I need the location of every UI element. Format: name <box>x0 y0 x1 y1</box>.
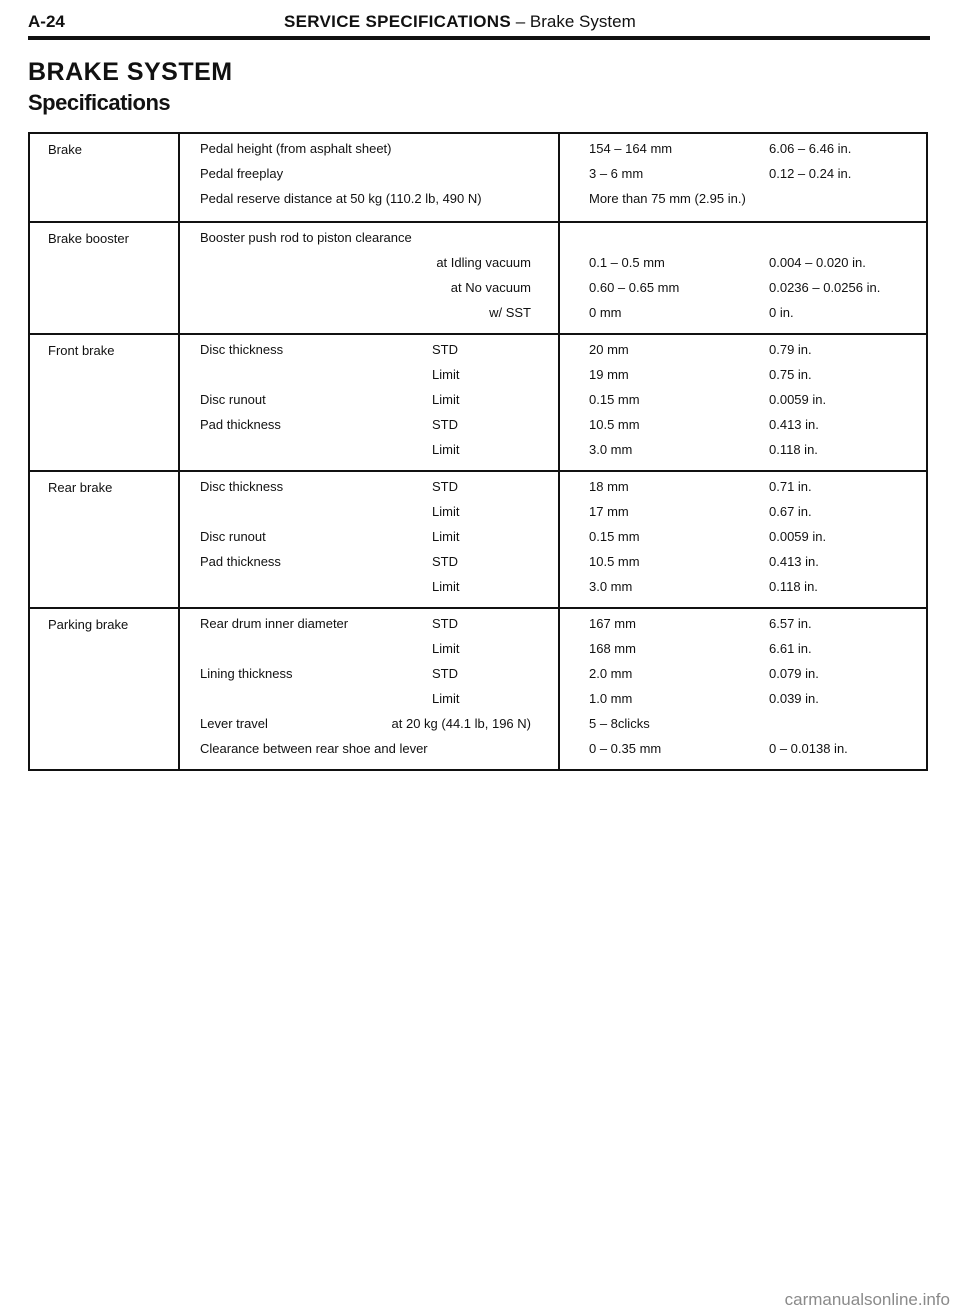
spec-row <box>30 230 926 255</box>
spec-metric-value: More than 75 mm (2.95 in.) <box>589 191 746 206</box>
spec-metric-value: 10.5 mm <box>589 554 640 569</box>
spec-metric-value: 1.0 mm <box>589 691 633 706</box>
spec-metric-value: 5 – 8clicks <box>589 716 650 731</box>
spec-imperial-value: 0.0059 in. <box>769 392 827 407</box>
spec-item: Pedal reserve distance at 50 kg (110.2 lb, 490 N) <box>200 191 482 206</box>
spec-metric-value: 167 mm <box>589 616 636 631</box>
spec-row <box>30 554 926 579</box>
spec-row <box>30 691 926 716</box>
spec-row <box>30 741 926 766</box>
spec-imperial-value: 0.79 in. <box>769 342 812 357</box>
spec-metric-value: 20 mm <box>589 342 629 357</box>
spec-metric-value: 3.0 mm <box>589 442 633 457</box>
spec-imperial-value: 0.0236 – 0.0256 in. <box>769 280 881 295</box>
spec-imperial-value: 0.0059 in. <box>769 529 827 544</box>
spec-section <box>30 470 926 607</box>
header-rule <box>28 36 930 40</box>
spec-table <box>28 132 928 771</box>
spec-metric-value: 154 – 164 mm <box>589 141 673 156</box>
spec-imperial-value: 0.413 in. <box>769 417 819 432</box>
section-subheading: Specifications <box>28 90 171 115</box>
spec-metric-value: 3.0 mm <box>589 579 633 594</box>
spec-metric-value: 19 mm <box>589 367 629 382</box>
spec-item: Disc runout <box>200 392 266 407</box>
running-title-rest: – Brake System <box>511 12 636 31</box>
spec-imperial-value: 0 in. <box>769 305 794 320</box>
spec-condition: w/ SST <box>489 305 531 320</box>
spec-condition: STD <box>432 417 458 432</box>
spec-item: Booster push rod to piston clearance <box>200 230 412 245</box>
spec-row <box>30 504 926 529</box>
spec-condition: Limit <box>432 504 460 519</box>
spec-condition: at No vacuum <box>450 280 531 295</box>
spec-metric-value: 0.15 mm <box>589 529 640 544</box>
spec-metric-value: 0 mm <box>589 305 622 320</box>
spec-imperial-value: 0.039 in. <box>769 691 819 706</box>
spec-item: Disc thickness <box>200 479 284 494</box>
category-label: Rear brake <box>48 480 113 495</box>
spec-item: Pad thickness <box>200 554 281 569</box>
spec-metric-value: 10.5 mm <box>589 417 640 432</box>
spec-row <box>30 280 926 305</box>
spec-condition: Limit <box>432 691 460 706</box>
spec-section <box>30 607 926 769</box>
spec-row <box>30 392 926 417</box>
spec-imperial-value: 6.06 – 6.46 in. <box>769 141 852 156</box>
spec-metric-value: 3 – 6 mm <box>589 166 644 181</box>
spec-condition: at 20 kg (44.1 lb, 196 N) <box>391 716 531 731</box>
spec-imperial-value: 6.61 in. <box>769 641 812 656</box>
spec-row <box>30 442 926 467</box>
spec-row <box>30 342 926 367</box>
spec-section <box>30 333 926 470</box>
spec-condition: STD <box>432 616 458 631</box>
spec-metric-value: 17 mm <box>589 504 629 519</box>
spec-item: Lining thickness <box>200 666 293 681</box>
spec-metric-value: 0.1 – 0.5 mm <box>589 255 665 270</box>
spec-condition: at Idling vacuum <box>436 255 531 270</box>
spec-condition: Limit <box>432 641 460 656</box>
spec-row <box>30 367 926 392</box>
spec-item: Clearance between rear shoe and lever <box>200 741 428 756</box>
spec-imperial-value: 0.118 in. <box>769 442 818 457</box>
spec-imperial-value: 0.004 – 0.020 in. <box>769 255 866 270</box>
spec-condition: STD <box>432 479 458 494</box>
spec-condition: STD <box>432 666 458 681</box>
spec-condition: STD <box>432 342 458 357</box>
page-header <box>0 0 960 40</box>
spec-imperial-value: 0.079 in. <box>769 666 819 681</box>
spec-condition: Limit <box>432 579 460 594</box>
spec-row <box>30 255 926 280</box>
spec-row <box>30 191 926 216</box>
spec-row <box>30 529 926 554</box>
spec-row <box>30 666 926 691</box>
spec-imperial-value: 0.12 – 0.24 in. <box>769 166 852 181</box>
spec-item: Disc runout <box>200 529 266 544</box>
spec-section <box>30 221 926 333</box>
page-number: A-24 <box>28 12 65 31</box>
running-title <box>284 12 636 32</box>
spec-row <box>30 479 926 504</box>
spec-row <box>30 141 926 166</box>
spec-metric-value: 0.60 – 0.65 mm <box>589 280 680 295</box>
spec-item: Pad thickness <box>200 417 281 432</box>
spec-item: Rear drum inner diameter <box>200 616 349 631</box>
spec-imperial-value: 0.67 in. <box>769 504 812 519</box>
spec-row <box>30 716 926 741</box>
spec-item: Disc thickness <box>200 342 284 357</box>
spec-condition: Limit <box>432 442 460 457</box>
spec-row <box>30 305 926 330</box>
section-heading: BRAKE SYSTEM <box>28 58 233 86</box>
spec-row <box>30 579 926 604</box>
spec-item: Lever travel <box>200 716 268 731</box>
spec-metric-value: 2.0 mm <box>589 666 633 681</box>
spec-metric-value: 18 mm <box>589 479 629 494</box>
spec-row <box>30 616 926 641</box>
spec-imperial-value: 0.71 in. <box>769 479 812 494</box>
spec-item: Pedal height (from asphalt sheet) <box>200 141 392 156</box>
spec-imperial-value: 0.413 in. <box>769 554 819 569</box>
spec-section <box>30 134 926 221</box>
running-title-bold: SERVICE SPECIFICATIONS <box>284 12 512 31</box>
spec-imperial-value: 0.75 in. <box>769 367 812 382</box>
spec-condition: Limit <box>432 367 460 382</box>
spec-imperial-value: 0.118 in. <box>769 579 818 594</box>
spec-condition: STD <box>432 554 458 569</box>
spec-metric-value: 0 – 0.35 mm <box>589 741 662 756</box>
spec-metric-value: 0.15 mm <box>589 392 640 407</box>
category-label: Brake <box>48 142 82 157</box>
category-label: Parking brake <box>48 617 129 632</box>
spec-imperial-value: 6.57 in. <box>769 616 812 631</box>
spec-metric-value: 168 mm <box>589 641 636 656</box>
spec-imperial-value: 0 – 0.0138 in. <box>769 741 848 756</box>
watermark-footer: carmanualsonline.info <box>784 1290 950 1309</box>
category-label: Brake booster <box>48 231 129 246</box>
spec-row <box>30 641 926 666</box>
spec-condition: Limit <box>432 392 460 407</box>
spec-condition: Limit <box>432 529 460 544</box>
spec-row <box>30 166 926 191</box>
category-label: Front brake <box>48 343 115 358</box>
spec-row <box>30 417 926 442</box>
spec-item: Pedal freeplay <box>200 166 284 181</box>
